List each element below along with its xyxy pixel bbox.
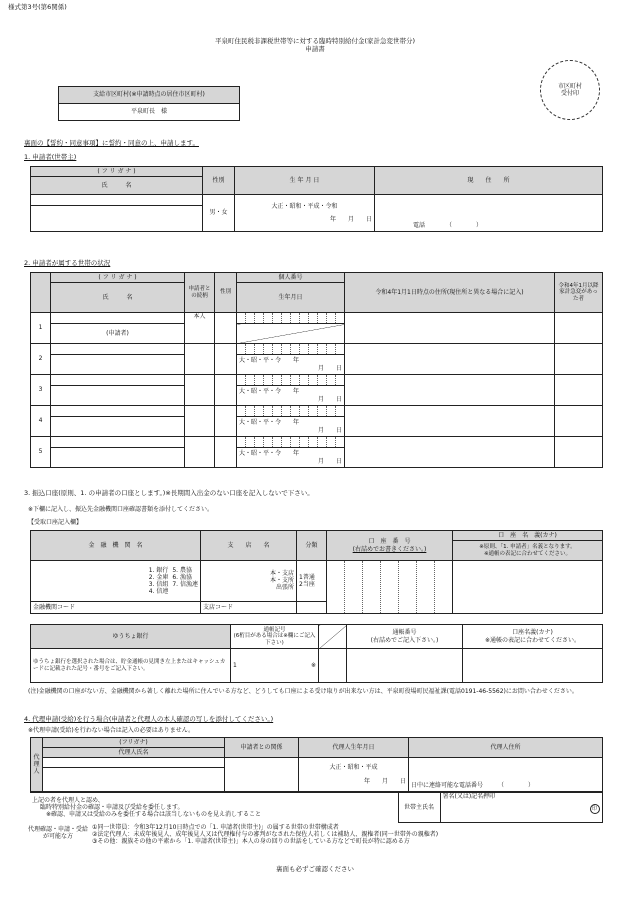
account-number-sub: (右詰めでお書きください。) <box>352 545 427 553</box>
section3-title: 3. 振込口座(原則、1. の申請者の口座とします。)※長期間入出金のない口座を記入しないで下さい。 <box>24 489 314 497</box>
consent-line2: 臨時特別給付金の確認・申請及び受給を委任します。 <box>40 804 184 812</box>
addressee-name: 平泉町長 様 <box>59 104 240 121</box>
row-sudden-change[interactable] <box>555 437 603 468</box>
ymd-label: 年 月 日 <box>329 216 372 223</box>
section3-note: ※下欄に記入し、振込先金融機関口座確認書類を添付してください。 <box>28 506 214 513</box>
yucho-kigo-note: (6桁目がある場合は※欄にご記入下さい) <box>233 633 316 646</box>
proxy-birth-header: 代理人生年月日 <box>299 738 409 758</box>
gender-choice[interactable]: 男・女 <box>203 195 235 232</box>
yucho-header: ゆうちょ銀行 <box>31 625 231 649</box>
proxy-relation-field[interactable] <box>225 758 299 792</box>
proxy-name-header: 代理人氏名 <box>43 748 225 758</box>
name-header: 氏 名 <box>31 177 203 195</box>
row-number: 1 <box>31 313 51 344</box>
account-number-boxes[interactable] <box>327 561 453 614</box>
proxy-furigana-input[interactable] <box>43 758 225 768</box>
proxy-contact: 日中に連絡可能な電話番号 （ ） <box>411 781 535 789</box>
row-sudden-change[interactable] <box>555 375 603 406</box>
row-relation[interactable] <box>185 406 215 437</box>
row-birthdate[interactable] <box>237 386 345 406</box>
account-number-header <box>327 531 453 561</box>
row-relation[interactable] <box>185 344 215 375</box>
row-era: 大・昭・平・令 年 <box>239 388 300 396</box>
era-options: 大正・昭和・平成・令和 <box>271 202 338 210</box>
consent-table <box>30 792 603 823</box>
holder-header: 口 座 名 義(カナ) <box>453 531 603 541</box>
row-address[interactable] <box>345 406 555 437</box>
birth-header: 生 年 月 日 <box>235 167 375 195</box>
section2-title: 2. 申請者が属する世帯の状況 <box>24 259 111 267</box>
mynumber-header: 個人番号 <box>237 273 345 283</box>
holder-field[interactable] <box>453 561 603 614</box>
yucho-kigo-field[interactable] <box>231 649 319 683</box>
reception-stamp <box>540 60 600 120</box>
form-number: 様式第3号(第6関係) <box>8 3 67 11</box>
yucho-table <box>30 624 603 683</box>
stamp-line2: 受付印 <box>560 90 579 97</box>
form-title-line2: 申請書 <box>305 44 325 53</box>
signature-field[interactable] <box>440 793 602 823</box>
row-address[interactable] <box>345 437 555 468</box>
row-sudden-change[interactable] <box>555 406 603 437</box>
bank-name-header: 金 融 機 関 名 <box>31 531 201 561</box>
furigana-header: ( フ リ ガ ナ ) <box>31 167 203 177</box>
yucho-kigo-header <box>231 625 319 649</box>
row-sudden-change[interactable] <box>555 313 603 344</box>
row-birthdate[interactable] <box>237 448 345 468</box>
hh-address-header: 令和4年1月1日時点の住所(現住所と異なる場合に記入) <box>345 273 555 313</box>
bank-types-right: 5. 農協 6. 漁協 7. 信漁連 <box>172 566 198 588</box>
scope-label: 代理確認・申請・受給が可能な方 <box>28 826 89 841</box>
furigana-input[interactable] <box>31 195 203 206</box>
row-birthdate[interactable] <box>237 417 345 437</box>
row-mynumber[interactable] <box>237 375 345 386</box>
section4-title: 4. 代理申請(受給)を行う場合(申請者と代理人の本人確認の写しを添付してください。) <box>24 715 274 723</box>
proxy-era-options: 大正・昭和・平成 <box>329 764 378 772</box>
address-field[interactable] <box>375 195 603 232</box>
row-ymd: 月 日 <box>317 457 342 465</box>
row-address[interactable] <box>345 344 555 375</box>
row-ymd: 月 日 <box>317 364 342 372</box>
consent-line3: ※確認、申請又は受給のみを委任する場合は該当しないものを見え消しすること <box>46 811 262 819</box>
row-relation[interactable]: 本人 <box>185 313 215 344</box>
proxy-relation-header: 申請者との関係 <box>225 738 299 758</box>
stamp-line1: 市区町村 <box>557 82 582 90</box>
row-address[interactable] <box>345 375 555 406</box>
proxy-name-input[interactable] <box>43 768 225 792</box>
holder-note-1: ※原則、「1. 申請者」名義となります。 <box>479 543 576 550</box>
branch-code-field[interactable]: 支店コード <box>201 601 297 613</box>
yucho-slash <box>319 625 347 649</box>
section1-title: 1. 申請者(世帯主) <box>24 153 77 161</box>
row-gender[interactable] <box>215 344 237 375</box>
yucho-kigo-star: ※ <box>310 661 316 669</box>
footer-note: 裏面も必ずご確認ください <box>276 865 354 873</box>
proxy-ymd: 年 月 日 <box>363 777 406 785</box>
holder-note-2: ※通帳の表記に合わせてください。 <box>483 550 572 557</box>
yucho-holder-header <box>463 625 603 649</box>
yucho-bango-field[interactable] <box>347 649 463 683</box>
yucho-holder-field[interactable] <box>463 649 603 683</box>
scope-item: ②法定代理人：未成年後見人、成年後見人又は代理権付与の審判がなされた保佐人若しくは補助人、親権者(同一世帯外の親権者) <box>92 831 439 839</box>
proxy-birth-field[interactable] <box>299 758 409 792</box>
household-table <box>30 272 603 468</box>
row-address[interactable] <box>345 313 555 344</box>
row-furigana-input[interactable] <box>51 313 185 324</box>
relation-header: 申請者との続柄 <box>185 273 215 313</box>
row-ymd: 月 日 <box>317 426 342 434</box>
row-number: 5 <box>31 437 51 468</box>
addressee-box <box>58 86 240 121</box>
name-input[interactable] <box>31 206 203 232</box>
row-mynumber[interactable] <box>237 344 345 355</box>
row-sudden-change[interactable] <box>555 344 603 375</box>
row-furigana-input[interactable] <box>51 344 185 355</box>
section4-note: ※代理申請(受給)を行わない場合は記入の必要はありません。 <box>28 727 195 734</box>
yucho-holder-note: ※通帳の表記に合わせてください。 <box>484 636 581 644</box>
row-name[interactable] <box>51 448 185 468</box>
birthdate-field[interactable] <box>235 195 375 232</box>
bank-name-field[interactable] <box>31 561 201 602</box>
yucho-bango-sub: (右詰めでご記入下さい。) <box>370 636 439 644</box>
proxy-furigana-header: (フリガナ) <box>43 738 225 748</box>
phone-label: 電話 （ ） <box>413 221 483 229</box>
row-relation[interactable] <box>185 375 215 406</box>
section3-subhead: 【受取口座記入欄】 <box>28 519 83 526</box>
row-gender[interactable] <box>215 406 237 437</box>
row-number: 2 <box>31 344 51 375</box>
form-title-line1: 平泉町住民税非課税世帯等に対する臨時特別給付金(家計急変世帯分) <box>214 37 416 45</box>
yucho-kigo-label: 通帳記号 <box>263 626 286 633</box>
form-title <box>120 38 510 54</box>
hh-birth-header: 生年月日 <box>237 283 345 313</box>
type-code-blank <box>297 601 327 613</box>
bank-table <box>30 530 603 614</box>
scope-item: ③その他：親族その他の平素から「1. 申請者(世帯主)」本人の身の回りの世話をしている方などで町長が特に認める方 <box>92 838 410 846</box>
address-header: 現 住 所 <box>375 167 603 195</box>
row-mynumber[interactable] <box>237 406 345 417</box>
row-gender[interactable] <box>215 375 237 406</box>
head-name-label: 世帯主氏名 <box>398 793 440 823</box>
row-name[interactable] <box>51 417 185 437</box>
applicant-table <box>30 166 603 232</box>
row-gender[interactable] <box>215 437 237 468</box>
proxy-table <box>30 737 603 792</box>
yucho-bango-header <box>347 625 463 649</box>
row-furigana-input[interactable] <box>51 375 185 386</box>
account-number-label: 口 座 番 号 <box>368 538 411 546</box>
row-furigana-input[interactable] <box>51 437 185 448</box>
row-mynumber[interactable] <box>237 437 345 448</box>
hh-furigana-header: ( フ リ ガ ナ ) <box>51 273 185 283</box>
scope-list <box>92 824 604 846</box>
hh-name-header: 氏 名 <box>51 283 185 313</box>
row-era: 大・昭・平・令 年 <box>239 450 300 458</box>
branch-header: 支 店 名 <box>201 531 297 561</box>
row-number: 3 <box>31 375 51 406</box>
yucho-holder-label: 口座名義(カナ) <box>512 629 553 637</box>
section3-footnote: (注)金融機関の口座がない方、金融機関から著しく離れた場所に住んでいる方など、どうしても口座による受け取りが出来ない方は、平泉町役場町民福祉課(電話0191-46-5562)にお問い合わせください。 <box>28 688 578 695</box>
row-era: 大・昭・平・令 年 <box>239 419 300 427</box>
row-name[interactable] <box>51 355 185 375</box>
yucho-description: ゆうちょ銀行を選択された場合は、貯金通帳の見開き左上またはキャッシュカードに記載された記号・番号をご記入下さい。 <box>31 649 231 683</box>
branch-field[interactable]: 本・支店 本・支所 出張所 <box>201 561 297 602</box>
bank-types-left: 1. 銀行 2. 金庫 3. 信組 4. 信連 <box>148 566 169 596</box>
row-era: 大・昭・平・令 年 <box>239 357 300 365</box>
bank-code-field[interactable]: 金融機関コード <box>31 601 201 613</box>
gender-header: 性別 <box>203 167 235 195</box>
proxy-address-header: 代理人住所 <box>409 738 603 758</box>
hh-gender-header: 性別 <box>215 273 237 313</box>
yucho-bango-label: 通帳番号 <box>392 629 417 637</box>
row-birthdate[interactable] <box>237 355 345 375</box>
row-birthdate[interactable] <box>237 324 345 344</box>
row-gender[interactable] <box>215 313 237 344</box>
type-header: 分類 <box>297 531 327 561</box>
consent-line1: 上記の者を代理人と認め、 <box>32 796 104 804</box>
household-rows <box>31 313 603 468</box>
proxy-side-label: 代理人 <box>31 738 43 792</box>
row-name[interactable] <box>51 386 185 406</box>
holder-notes <box>453 541 603 561</box>
row-mynumber[interactable] <box>237 313 345 324</box>
row-furigana-input[interactable] <box>51 406 185 417</box>
row-ymd: 月 日 <box>317 395 342 403</box>
yucho-kigo-one: 1 <box>233 661 237 669</box>
signature-label: 署名(又は)記名押印 <box>442 793 496 800</box>
account-type-field[interactable]: 1普通 2当座 <box>297 561 327 602</box>
intro-text: 裏面の【誓約・同意事項】に誓約・同意の上、申請します。 <box>24 139 199 147</box>
addressee-header: 支給市区町村(※申請時点の居住市区町村) <box>59 87 240 104</box>
row-relation[interactable] <box>185 437 215 468</box>
sudden-change-header: 令和4年1月以降家計急変があった者 <box>555 273 603 313</box>
proxy-address-field[interactable] <box>409 758 603 792</box>
row-name[interactable]: (申請者) <box>51 324 185 344</box>
yucho-extra-field[interactable] <box>319 649 347 683</box>
scope-item: ①同一世帯員：令和3年12月10日時点での「1. 申請者(世帯主)」の属する世帯の世帯構成者 <box>92 824 339 831</box>
no-header <box>31 273 51 313</box>
consent-text <box>30 793 398 823</box>
row-number: 4 <box>31 406 51 437</box>
seal-icon: 印 <box>590 804 600 814</box>
